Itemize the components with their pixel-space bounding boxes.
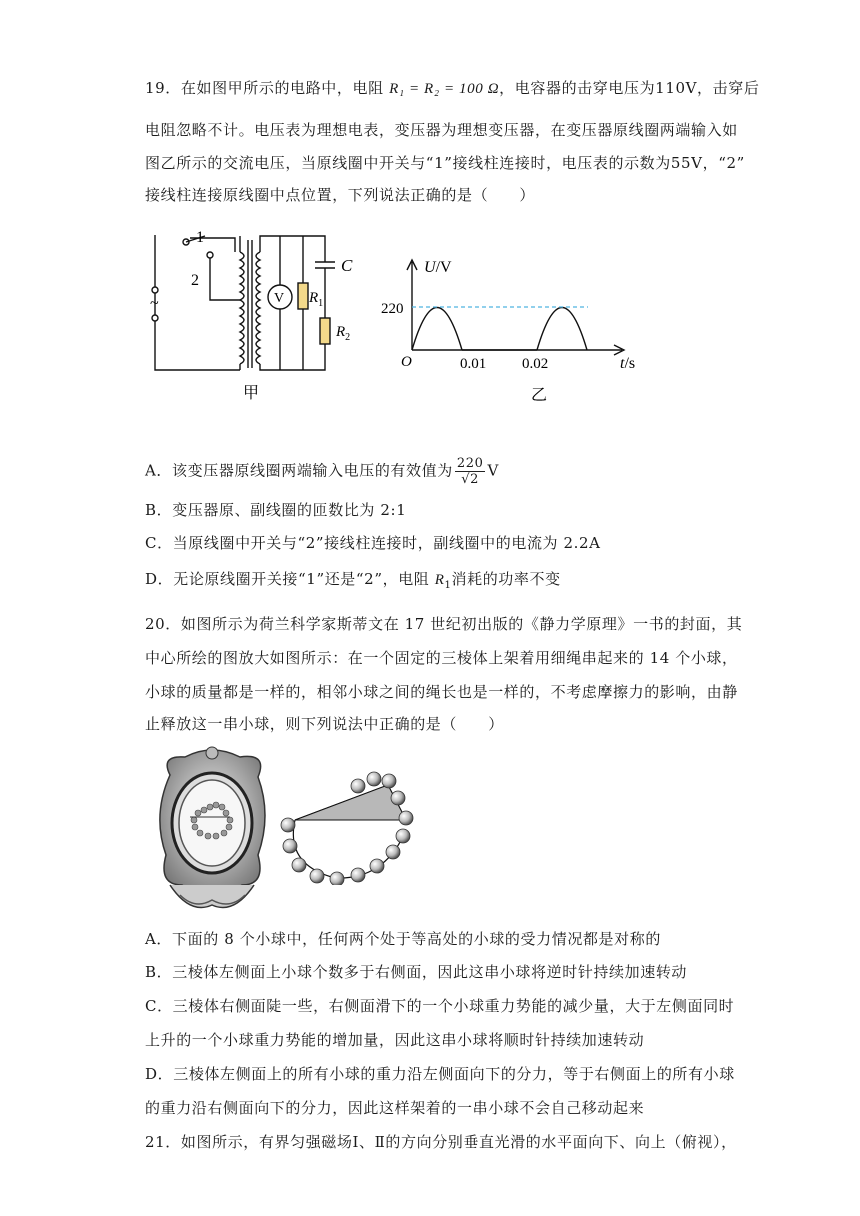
q21-line1: 21．如图所示，有界匀强磁场Ⅰ、Ⅱ的方向分别垂直光滑的水平面向下、向上（俯视），	[145, 1133, 737, 1151]
book-cover-frame-image	[150, 745, 275, 915]
q20-option-c-line2: 上升的一个小球重力势能的增加量，因此这串小球将顺时针持续加速转动	[145, 1031, 645, 1049]
x-axis-label: t/s	[620, 355, 636, 372]
q20-line4: 止释放这一串小球，则下列说法中正确的是（ ）	[145, 715, 504, 733]
q20-option-d-line1: D．三棱体左侧面上的所有小球的重力沿左侧面向下的分力，等于右侧面上的所有小球	[145, 1065, 735, 1083]
ac-source-symbol: ~	[150, 295, 159, 312]
peak-value-label: 220	[381, 301, 404, 317]
q19-line1: 19．在如图甲所示的电路中，电阻 R₁ = R₂ = 100 Ω，电容器的击穿电压为110V，击穿后	[145, 79, 760, 97]
q20-line1: 20．如图所示为荷兰科学家斯蒂文在 17 世纪初出版的《静力学原理》一书的封面，其	[145, 615, 743, 633]
q20-option-b: B．三棱体左侧面上小球个数多于右侧面，因此这串小球将逆时针持续加速转动	[145, 963, 688, 981]
q20-line2: 中心所绘的图放大如图所示：在一个固定的三棱体上架着用细绳串起来的 14 个小球，	[145, 649, 738, 667]
q19-line4: 接线柱连接原线圈中点位置，下列说法正确的是（ ）	[145, 186, 536, 204]
terminal-1-label: 1	[196, 229, 204, 246]
y-axis-label: U/V	[424, 259, 452, 276]
q19-option-a: A．该变压器原线圈两端输入电压的有效值为 $\frac{220}{√2}$ V	[145, 456, 499, 487]
q19-option-c: C．当原线圈中开关与“2”接线柱连接时，副线圈中的电流为 2.2A	[145, 534, 601, 552]
circuit-diagram-jia	[140, 220, 370, 410]
q19-line3: 图乙所示的交流电压，当原线圈中开关与“1”接线柱连接时，电压表的示数为55V，“2”	[145, 154, 745, 172]
triangular-prism	[295, 785, 406, 820]
voltage-graph-yi	[370, 250, 650, 410]
r2-label: $R_2$	[336, 324, 351, 343]
q20-option-a: A．下面的 8 个小球中，任何两个处于等高处的小球的受力情况都是对称的	[145, 930, 661, 948]
q20-option-d-line2: 的重力沿右侧面向下的分力，因此这样架着的一串小球不会自己移动起来	[145, 1099, 645, 1117]
tick-002-label: 0.02	[522, 356, 549, 372]
q19-option-b: B．变压器原、副线圈的匝数比为 2:1	[145, 501, 407, 519]
voltmeter-label: V	[274, 291, 285, 306]
q20-line3: 小球的质量都是一样的，相邻小球之间的绳长也是一样的，不考虑摩擦力的影响，由静	[145, 683, 738, 701]
q19-resistance-formula: R₁ = R₂ = 100 Ω	[389, 81, 500, 97]
prism-ball-chain-diagram	[275, 770, 420, 885]
fig-yi-caption: 乙	[531, 387, 548, 404]
origin-label: O	[401, 354, 412, 370]
terminal-2-label: 2	[191, 272, 199, 289]
r1-label: $R_1$	[309, 290, 324, 309]
q20-option-c-line1: C．三棱体右侧面陡一些，右侧面滑下的一个小球重力势能的减少量，大于左侧面同时	[145, 997, 735, 1015]
fig-jia-caption: 甲	[243, 385, 260, 402]
capacitor-label: C	[341, 256, 353, 275]
q19-line2: 电阻忽略不计。电压表为理想电表，变压器为理想变压器，在变压器原线圈两端输入如	[145, 121, 738, 139]
fraction-220-over-root2: $\frac{220}{√2}$	[456, 456, 484, 487]
tick-001-label: 0.01	[460, 356, 487, 372]
q19-option-d: D．无论原线圈开关接“1”还是“2”，电阻 $R_1$消耗的功率不变	[145, 570, 561, 591]
